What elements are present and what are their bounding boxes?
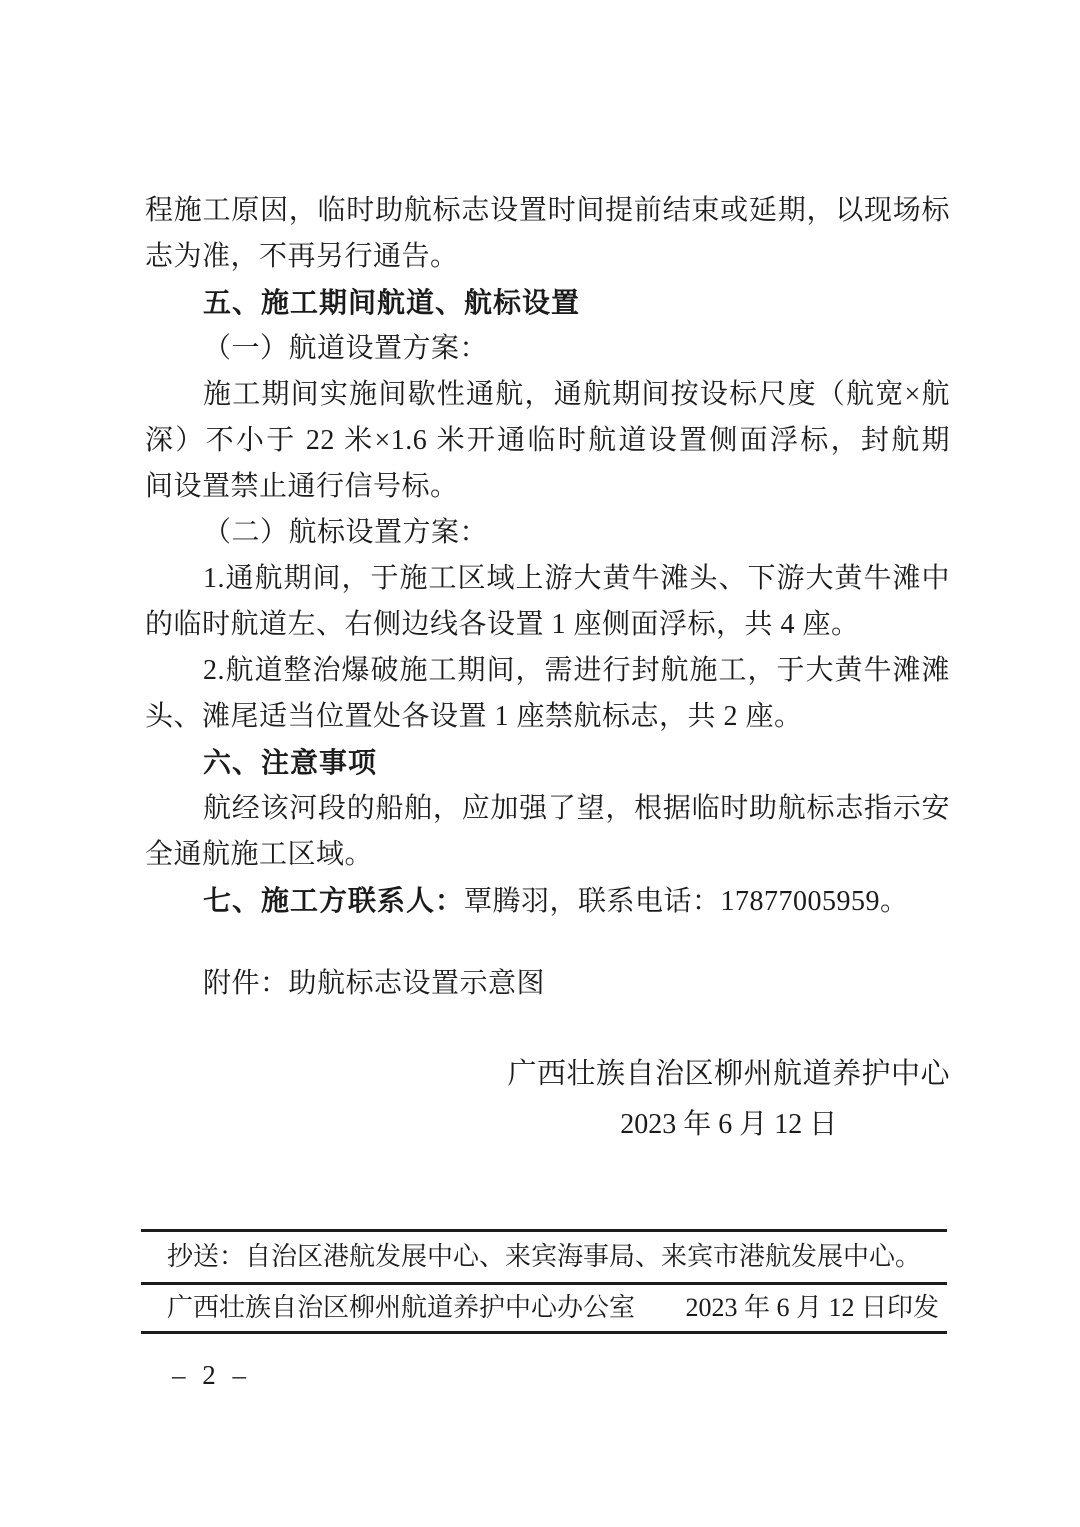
body-line: 1.通航期间，于施工区域上游大黄牛滩头、下游大黄牛滩中 — [203, 563, 950, 594]
body-line: 深）不小于 22 米×1.6 米开通临时航道设置侧面浮标，封航期 — [145, 425, 950, 456]
subsection-title: （二）航标设置方案： — [203, 517, 489, 548]
body-line: 头、滩尾适当位置处各设置 1 座禁航标志，共 2 座。 — [145, 701, 803, 732]
section-heading: 五、施工期间航道、航标设置 — [203, 287, 581, 318]
body-line: 施工期间实施间歇性通航，通航期间按设标尺度（航宽×航 — [203, 379, 950, 410]
signature-block — [507, 1051, 950, 1148]
section-heading: 六、注意事项 — [203, 747, 378, 778]
signature-organization: 广西壮族自治区柳州航道养护中心 — [507, 1058, 950, 1090]
contact-value: 覃腾羽，联系电话：17877005959。 — [464, 886, 909, 917]
cc-line: 抄送：自治区港航发展中心、来宾海事局、来宾市港航发展中心。 — [141, 1232, 947, 1285]
subsection-title: （一）航道设置方案： — [203, 333, 489, 364]
contact-line — [145, 878, 950, 924]
attachment-note: 附件：助航标志设置示意图 — [203, 968, 546, 999]
body-line: 2.航道整治爆破施工期间，需进行封航施工，于大黄牛滩滩 — [203, 655, 950, 686]
page-number: – 2 – — [172, 1360, 251, 1390]
issuer-line — [141, 1285, 947, 1331]
signature-date: 2023 年 6 月 12 日 — [620, 1109, 838, 1140]
body-line: 的临时航道左、右侧边线各设置 1 座侧面浮标，共 4 座。 — [145, 609, 860, 640]
body-line: 志为准，不再另行通告。 — [145, 241, 459, 272]
notation-block — [141, 1229, 947, 1334]
contact-label: 七、施工方联系人： — [203, 885, 465, 916]
document-body — [145, 188, 950, 1007]
issue-date: 2023 年 6 月 12 日印发 — [685, 1293, 939, 1322]
body-line: 全通航施工区域。 — [145, 839, 374, 870]
body-line: 间设置禁止通行信号标。 — [145, 471, 459, 502]
issuer-office: 广西壮族自治区柳州航道养护中心办公室 — [167, 1293, 636, 1322]
body-line: 程施工原因，临时助航标志设置时间提前结束或延期，以现场标 — [145, 195, 950, 226]
body-line: 航经该河段的船舶，应加强了望，根据临时助航标志指示安 — [203, 793, 950, 824]
